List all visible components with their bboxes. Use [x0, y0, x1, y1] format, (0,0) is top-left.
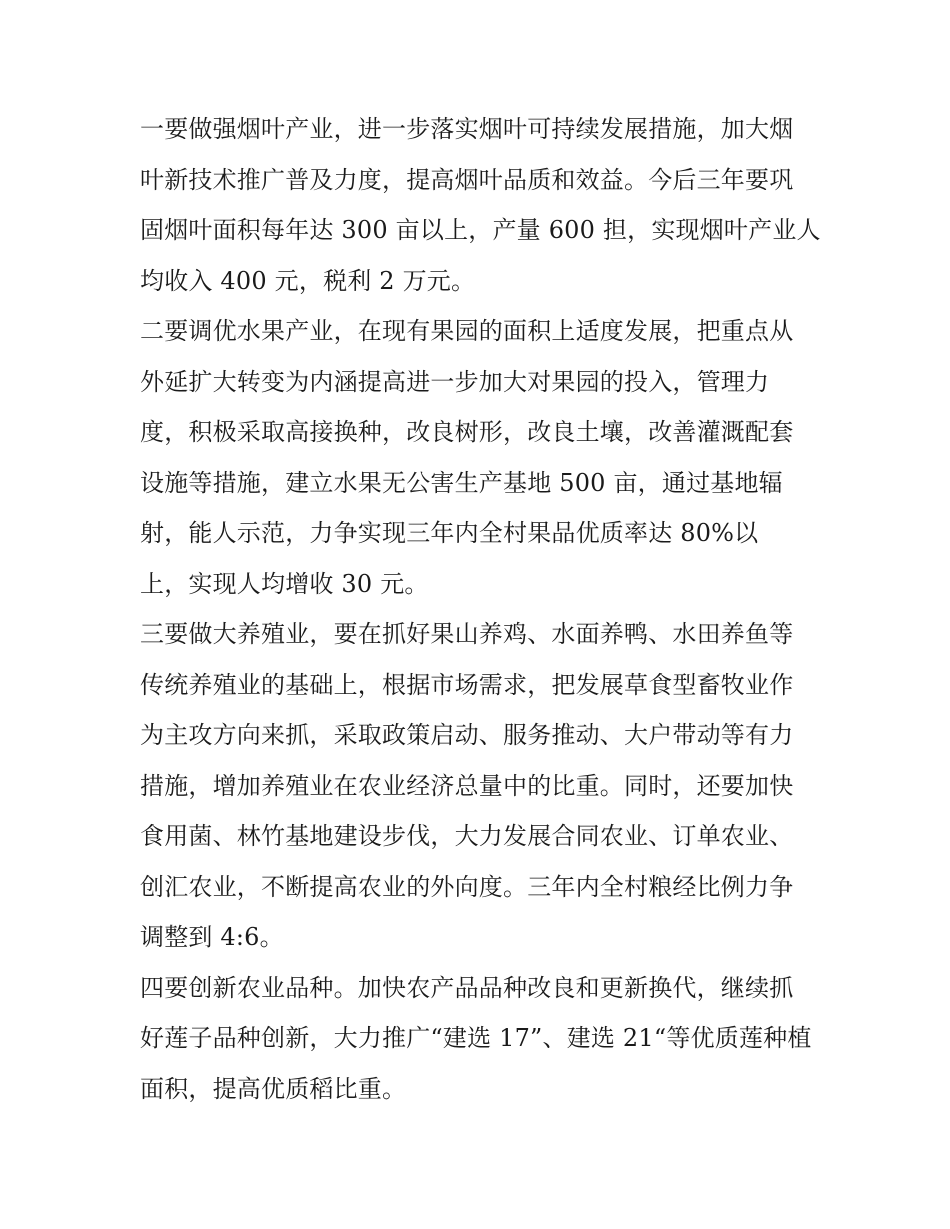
text-line: 二要调优水果产业，在现有果园的面积上适度发展，把重点从 [140, 317, 794, 345]
paragraph-tobacco [140, 104, 820, 306]
text-line: 调整到 4:6。 [140, 923, 284, 951]
text-line: 度，积极采取高接换种，改良树形，改良土壤，改善灌溉配套 [140, 418, 794, 446]
text-line: 设施等措施，建立水果无公害生产基地 500 亩，通过基地辐 [140, 468, 783, 497]
text-line: 食用菌、林竹基地建设步伐，大力发展合同农业、订单农业、 [140, 822, 794, 850]
paragraph-breeding [140, 609, 820, 963]
text-line: 上，实现人均增收 30 元。 [140, 569, 429, 598]
text-line: 一要做强烟叶产业，进一步落实烟叶可持续发展措施，加大烟 [140, 115, 794, 143]
text-line: 四要创新农业品种。加快农产品品种改良和更新换代，继续抓 [140, 973, 794, 1002]
text-line: 为主攻方向来抓，采取政策启动、服务推动、大户带动等有力 [140, 721, 794, 749]
text-line: 面积，提高优质稻比重。 [140, 1074, 407, 1103]
text-line: 措施，增加养殖业在农业经济总量中的比重。同时，还要加快 [140, 771, 794, 800]
text-line: 好莲子品种创新，大力推广“建选 17”、建选 21“等优质莲种植 [140, 1024, 812, 1052]
text-line: 均收入 400 元，税利 2 万元。 [140, 266, 476, 295]
text-line: 射，能人示范，力争实现三年内全村果品优质率达 80%以 [140, 519, 759, 547]
paragraph-fruit [140, 306, 820, 609]
document-body [140, 104, 820, 1114]
text-line: 三要做大养殖业，要在抓好果山养鸡、水面养鸭、水田养鱼等 [140, 620, 794, 648]
paragraph-varieties [140, 963, 820, 1115]
text-line: 传统养殖业的基础上，根据市场需求，把发展草食型畜牧业作 [140, 670, 794, 699]
text-line: 创汇农业，不断提高农业的外向度。三年内全村粮经比例力争 [140, 872, 794, 901]
text-line: 叶新技术推广普及力度，提高烟叶品质和效益。今后三年要巩 [140, 165, 794, 194]
text-line: 固烟叶面积每年达 300 亩以上，产量 600 担，实现烟叶产业人 [140, 216, 821, 244]
text-line: 外延扩大转变为内涵提高进一步加大对果园的投入，管理力 [140, 367, 770, 396]
